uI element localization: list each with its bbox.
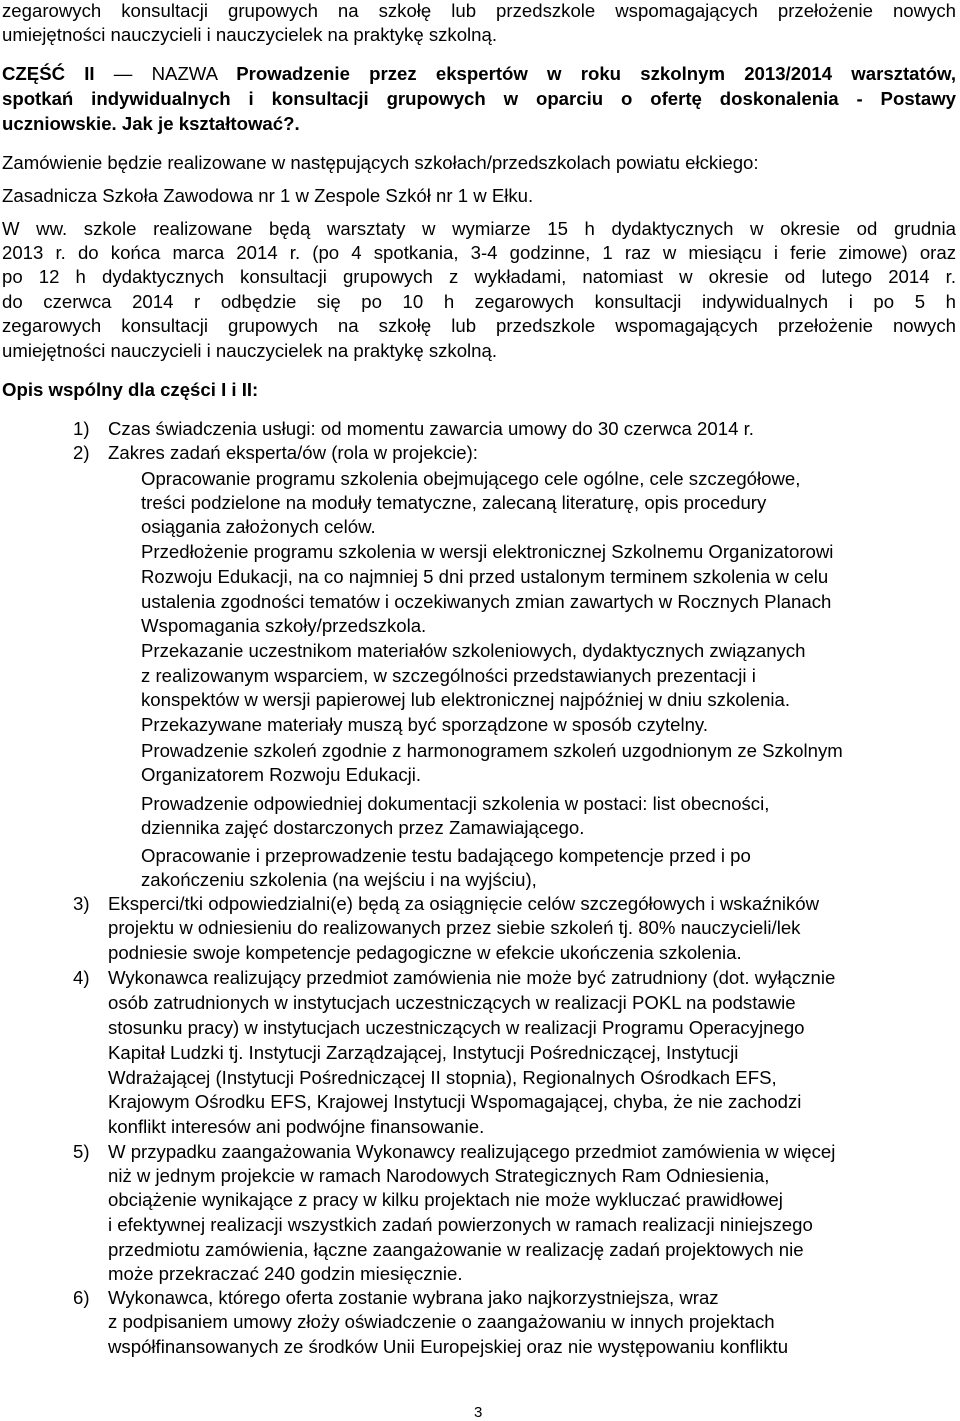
part2-para-line-5: zegarowych konsultacji grupowych na szkołę lub przedszkole wspomagających przełożenie nowych (2, 315, 956, 336)
task-line: Opracowanie programu szkolenia obejmującego cele ogólne, cele szczegółowe, (141, 468, 801, 489)
item-6-number: 6) (73, 1287, 90, 1308)
part2-para-line-3: po 12 h dydaktycznych konsultacji grupowych z wykładami, natomiast w okresie od lutego 2014 r. (2, 266, 956, 287)
task-line: Wspomagania szkoły/przedszkola. (141, 615, 427, 636)
item-4-line: osób zatrudnionych w instytucjach uczestniczących w realizacji POKL na podstawie (108, 992, 796, 1013)
part2-name-label: NAZWA (151, 63, 237, 84)
common-heading: Opis wspólny dla części I i II: (2, 379, 259, 400)
item-1-number: 1) (73, 418, 90, 439)
item-2-number: 2) (73, 442, 90, 463)
task-line: dziennika zajęć dostarczonych przez Zamawiającego. (141, 817, 585, 838)
task-line: Rozwoju Edukacji, na co najmniej 5 dni przed ustalonym terminem szkolenia w celu (141, 566, 829, 587)
task-line: osiągania założonych celów. (141, 516, 376, 537)
item-5-line: i efektywnej realizacji wszystkich zadań powierzonych w ramach realizacji niniejszego (108, 1214, 813, 1235)
item-4-line: konflikt interesów ani podwójne finansowanie. (108, 1116, 485, 1137)
task-line: Przedłożenie programu szkolenia w wersji elektronicznej Szkolnemu Organizatorowi (141, 541, 834, 562)
task-line: ustalenia zgodności tematów i oczekiwanych zmian zawartych w Rocznych Planach (141, 591, 832, 612)
item-3-line: Eksperci/tki odpowiedzialni(e) będą za osiągnięcie celów szczegółowych i wskaźników (108, 893, 820, 914)
item-5-line: przedmiotu zamówienia, łączne zaangażowanie w realizację zadań projektowych nie (108, 1239, 804, 1260)
item-2-text: Zakres zadań eksperta/ów (rola w projekcie): (108, 442, 478, 463)
part2-para-line-1: W ww. szkole realizowane będą warsztaty w wymiarze 15 h dydaktycznych w okresie od grudnia (2, 218, 956, 239)
task-line: Przekazanie uczestnikom materiałów szkoleniowych, dydaktycznych związanych (141, 640, 806, 661)
item-3-line: podniesie swoje kompetencje pedagogiczne w efekcie ukończenia szkolenia. (108, 942, 742, 963)
item-5-line: W przypadku zaangażowania Wykonawcy realizującego przedmiot zamówienia w więcej (108, 1141, 836, 1162)
part2-title-3: uczniowskie. Jak je kształtować?. (2, 113, 300, 134)
task-line: konspektów w wersji papierowej lub elektronicznej najpóźniej w dniu szkolenia. (141, 689, 791, 710)
part2-title-1: Prowadzenie przez ekspertów w roku szkolnym 2013/2014 warsztatów, (236, 63, 956, 84)
item-4-line: Kapitał Ludzki tj. Instytucji Zarządzającej, Instytucji Pośredniczącej, Instytucji (108, 1042, 739, 1063)
task-line: Prowadzenie odpowiedniej dokumentacji szkolenia w postaci: list obecności, (141, 793, 770, 814)
item-5-number: 5) (73, 1141, 90, 1162)
item-5-line: obciążenie wynikające z pracy w kilku projektach nie może wykluczać prawidłowej (108, 1189, 783, 1210)
intro-line-2: umiejętności nauczycieli i nauczycielek na praktykę szkolną. (2, 24, 498, 45)
task-line: Przekazywane materiały muszą być sporządzone w sposób czytelny. (141, 714, 709, 735)
item-3-line: projektu w odniesieniu do realizowanych przez siebie szkoleń tj. 80% nauczycieli/lek (108, 917, 801, 938)
item-3-number: 3) (73, 893, 90, 914)
page-number: 3 (474, 1404, 483, 1421)
item-4-line: Wykonawca realizujący przedmiot zamówienia nie może być zatrudniony (dot. wyłącznie (108, 967, 836, 988)
part2-para-line-2: 2013 r. do końca marca 2014 r. (po 4 spotkania, 3-4 godzinne, 1 raz w miesiącu i ferie zimowe) oraz (2, 242, 956, 263)
item-4-number: 4) (73, 967, 90, 988)
task-line: treści podzielone na moduły tematyczne, zalecaną literaturę, opis procedury (141, 492, 767, 513)
order-schools-intro: Zamówienie będzie realizowane w następujących szkołach/przedszkolach powiatu ełckiego: (2, 152, 759, 173)
part2-heading-line-1 (2, 63, 956, 85)
item-6-line: z podpisaniem umowy złoży oświadczenie o zaangażowaniu w innych projektach (108, 1311, 775, 1332)
item-4-line: stosunku pracy) w instytucjach uczestniczących w realizacji Programu Operacyjnego (108, 1017, 805, 1038)
task-line: zakończeniu szkolenia (na wejściu i na wyjściu), (141, 869, 537, 890)
part2-para-line-6: umiejętności nauczycieli i nauczycielek na praktykę szkolną. (2, 340, 498, 361)
item-5-line: niż w jednym projekcie w ramach Narodowych Strategicznych Ram Odniesienia, (108, 1165, 770, 1186)
part2-para-line-4: do czerwca 2014 r odbędzie się po 10 h zegarowych konsultacji indywidualnych i po 5 h (2, 291, 956, 312)
task-line: Organizatorem Rozwoju Edukacji. (141, 764, 422, 785)
item-6-line: współfinansowanych ze środków Unii Europejskiej oraz nie występowaniu konfliktu (108, 1336, 789, 1357)
part2-label: CZĘŚĆ II (2, 63, 95, 84)
task-line: Prowadzenie szkoleń zgodnie z harmonogramem szkoleń uzgodnionym ze Szkolnym (141, 740, 843, 761)
part2-title-2: spotkań indywidualnych i konsultacji grupowych w oparciu o ofertę doskonalenia - Postawy (2, 88, 956, 109)
item-6-line: Wykonawca, którego oferta zostanie wybrana jako najkorzystniejsza, wraz (108, 1287, 719, 1308)
task-line: z realizowanym wsparciem, w szczególności przedstawianych prezentacji i (141, 665, 756, 686)
intro-line-1: zegarowych konsultacji grupowych na szkołę lub przedszkole wspomagających przełożenie nowych (2, 0, 956, 21)
item-4-line: Krajowym Ośrodku EFS, Krajowej Instytucji Wspomagającej, chyba, że nie zachodzi (108, 1091, 802, 1112)
item-5-line: może przekraczać 240 godzin miesięcznie. (108, 1263, 463, 1284)
task-line: Opracowanie i przeprowadzenie testu badającego kompetencje przed i po (141, 845, 751, 866)
item-1-text: Czas świadczenia usługi: od momentu zawarcia umowy do 30 czerwca 2014 r. (108, 418, 754, 439)
item-4-line: Wdrażającej (Instytucji Pośredniczącej II stopnia), Regionalnych Ośrodkach EFS, (108, 1067, 777, 1088)
part2-dash: — (94, 63, 152, 84)
school-name: Zasadnicza Szkoła Zawodowa nr 1 w Zespole Szkół nr 1 w Ełku. (2, 185, 534, 206)
